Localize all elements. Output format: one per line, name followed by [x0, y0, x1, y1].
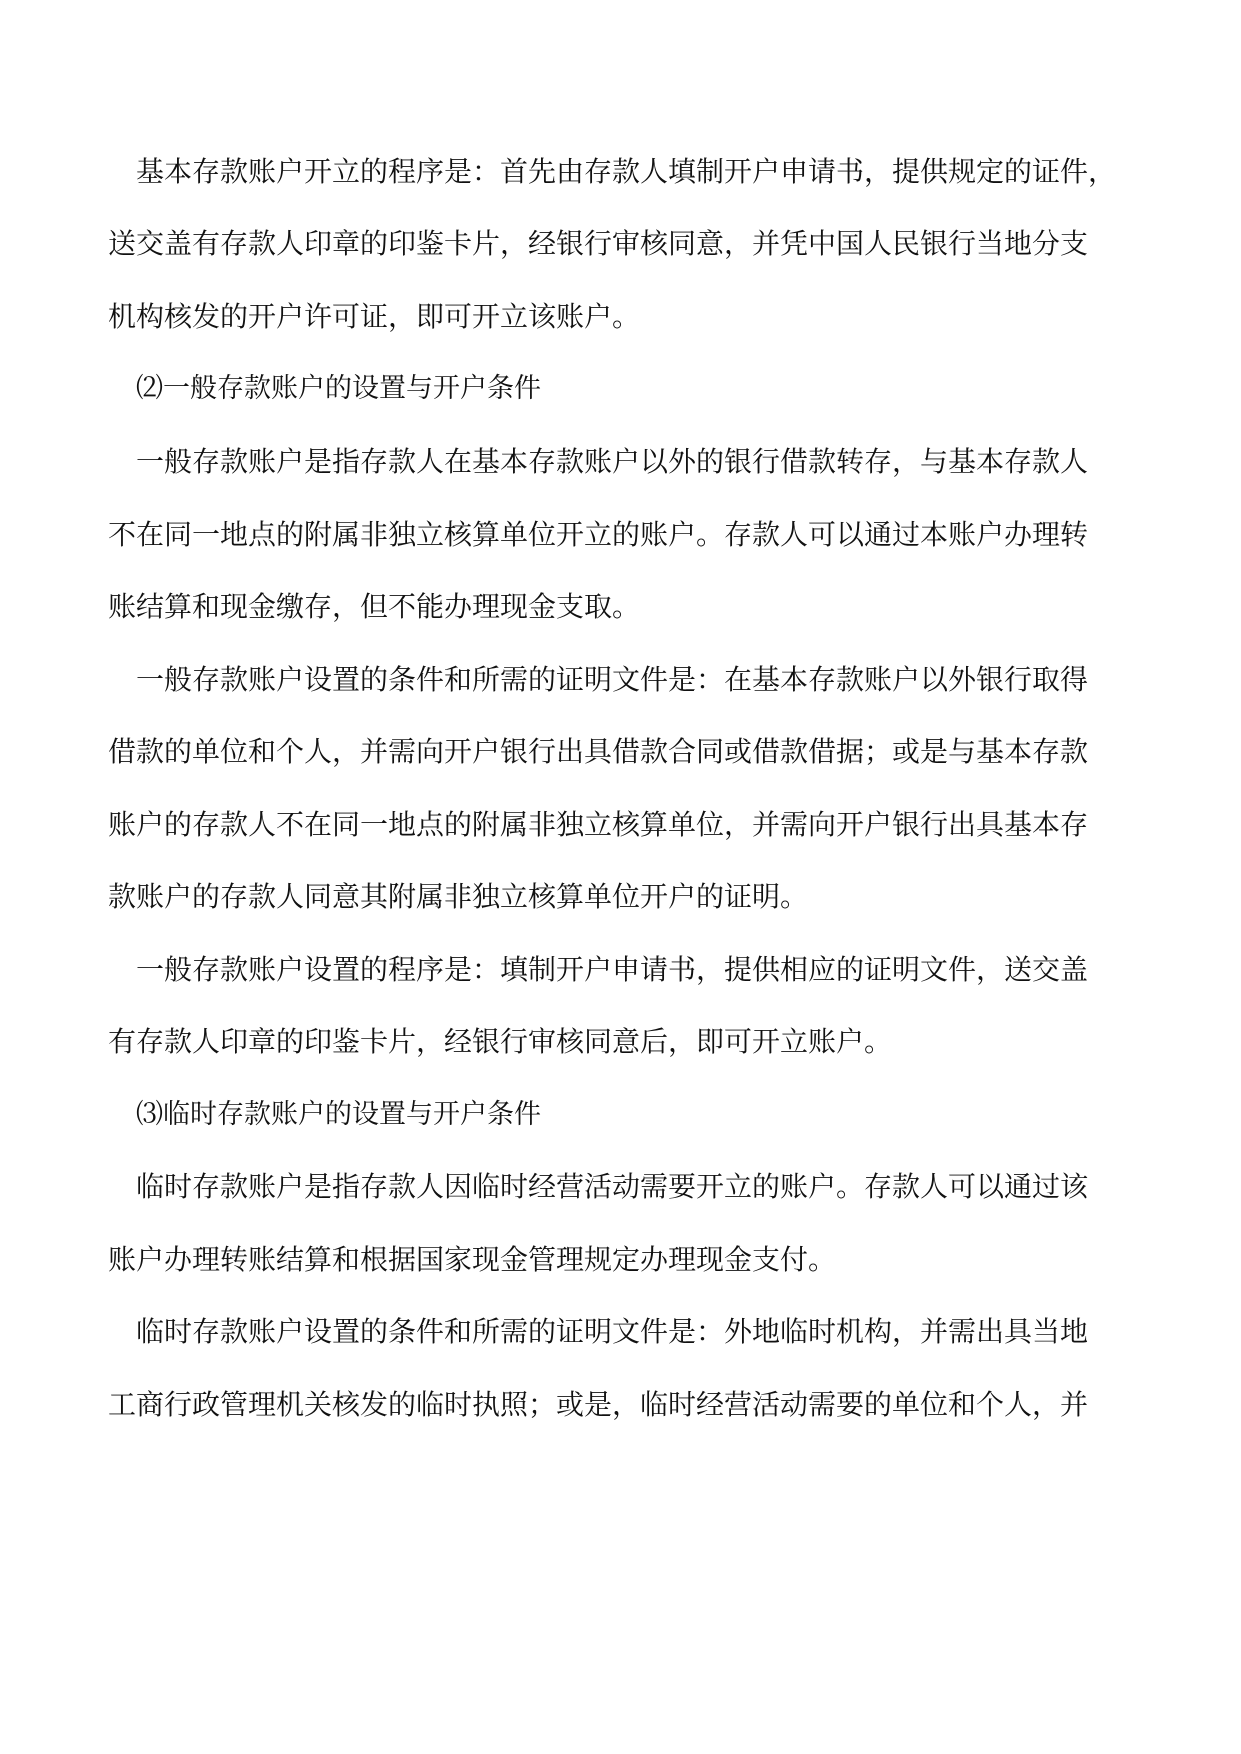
paragraph-line: 借款的单位和个人，并需向开户银行出具借款合同或借款借据；或是与基本存款	[108, 735, 1089, 768]
paragraph-line: 一般存款账户设置的条件和所需的证明文件是：在基本存款账户以外银行取得	[136, 663, 1089, 696]
section-heading: ⑶临时存款账户的设置与开户条件	[136, 1099, 541, 1130]
paragraph-line: 有存款人印章的印鉴卡片，经银行审核同意后，即可开立账户。	[108, 1025, 893, 1058]
paragraph-line: 一般存款账户设置的程序是：填制开户申请书，提供相应的证明文件，送交盖	[136, 953, 1089, 986]
paragraph-line: 临时存款账户设置的条件和所需的证明文件是：外地临时机构，并需出具当地	[136, 1315, 1089, 1348]
paragraph-line: 账户办理转账结算和根据国家现金管理规定办理现金支付。	[108, 1243, 837, 1276]
paragraph-line: 机构核发的开户许可证，即可开立该账户。	[108, 300, 641, 333]
paragraph-line: 账结算和现金缴存，但不能办理现金支取。	[108, 590, 641, 623]
paragraph-line: 一般存款账户是指存款人在基本存款账户以外的银行借款转存，与基本存款人	[136, 445, 1089, 478]
paragraph-line: 临时存款账户是指存款人因临时经营活动需要开立的账户。存款人可以通过该	[136, 1170, 1089, 1203]
paragraph-line: 送交盖有存款人印章的印鉴卡片，经银行审核同意，并凭中国人民银行当地分支	[108, 227, 1089, 260]
paragraph-line: 款账户的存款人同意其附属非独立核算单位开户的证明。	[108, 880, 809, 913]
paragraph-line: 不在同一地点的附属非独立核算单位开立的账户。存款人可以通过本账户办理转	[108, 518, 1089, 551]
section-heading: ⑵一般存款账户的设置与开户条件	[136, 373, 541, 404]
paragraph-line: 账户的存款人不在同一地点的附属非独立核算单位，并需向开户银行出具基本存	[108, 808, 1089, 841]
paragraph-line: 基本存款账户开立的程序是：首先由存款人填制开户申请书，提供规定的证件，	[136, 155, 1117, 188]
paragraph-line: 工商行政管理机关核发的临时执照；或是，临时经营活动需要的单位和个人，并	[108, 1388, 1089, 1421]
